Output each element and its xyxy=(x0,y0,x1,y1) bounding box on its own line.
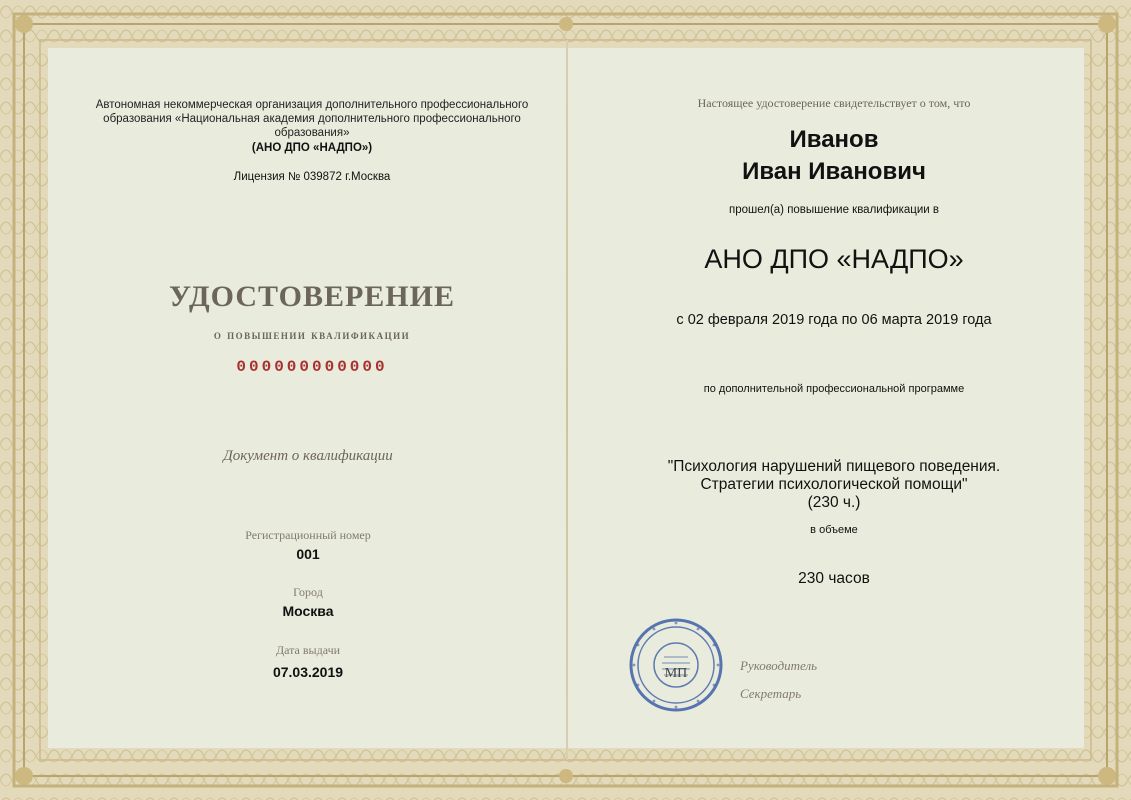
head-signature-label: Руководитель xyxy=(740,658,818,673)
city-label: Город xyxy=(293,585,323,599)
registration-label: Регистрационный номер xyxy=(245,528,371,542)
passed-text: прошел(а) повышение квалификации в xyxy=(728,204,940,216)
training-period: с 02 февраля 2019 года по 06 марта 2019 года xyxy=(676,312,992,328)
seal-stamp xyxy=(628,617,724,713)
registration-value: 001 xyxy=(296,546,320,562)
program-line-1: "Психология нарушений пищевого поведения. xyxy=(667,458,1001,475)
document-title: УДОСТОВЕРЕНИЕ xyxy=(169,280,455,313)
seal-label: МП xyxy=(664,666,688,681)
volume-value: 230 часов xyxy=(798,570,870,587)
document-number: 000000000000 xyxy=(236,358,388,376)
document-subtitle: о повышении квалификации xyxy=(213,327,411,342)
program-name xyxy=(604,458,1064,512)
intro-text: Настоящее удостоверение свидетельствует о том, что xyxy=(697,96,971,110)
program-line-2: Стратегии психологической помощи" xyxy=(700,476,968,493)
recipient-name: Иван Иванович xyxy=(742,158,926,185)
city-value: Москва xyxy=(282,603,334,619)
secretary-signature-label: Секретарь xyxy=(740,686,802,701)
license-text: Лицензия № 039872 г.Москва xyxy=(233,171,391,183)
program-label: по дополнительной профессиональной программе xyxy=(703,383,965,395)
organization-short-name: (АНО ДПО «НАДПО») xyxy=(251,142,373,154)
institution-name: АНО ДПО «НАДПО» xyxy=(704,244,964,274)
organization-name: Автономная некоммерческая организация дополнительного профессионального образования «Национальная академия дополнительного профессионального образования» xyxy=(95,99,529,139)
program-line-3: (230 ч.) xyxy=(807,494,861,511)
recipient-surname: Иванов xyxy=(789,126,879,153)
document-type: Документ о квалификации xyxy=(223,448,393,464)
issue-date-label: Дата выдачи xyxy=(275,643,341,657)
volume-label: в объеме xyxy=(810,524,858,536)
issue-date-value: 07.03.2019 xyxy=(272,664,344,680)
page-fold xyxy=(566,40,568,760)
